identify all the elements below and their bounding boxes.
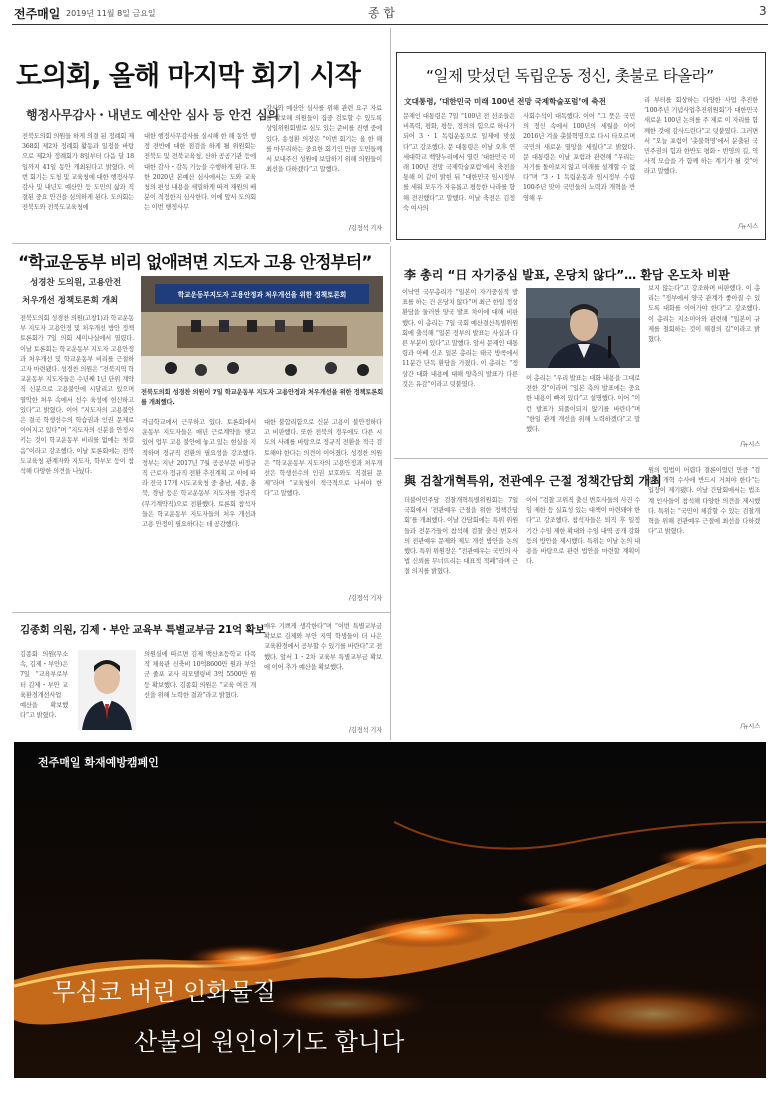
byline: /뉴시스 bbox=[738, 223, 758, 230]
article-column-3: 리 부터를 회상하는 다양한 사업 추진한 ‘100주년 기념사업추진위원회’가 대한민국 새로운 100년 논의를 주 제로 이 자리를 함께한 것에 감사드린다”고 덧붙였다. 그러면서 “오늘 포럼이 ‘촛불혁명’에서 분출된 국민주권의 힘과 한반도 평화・번영의 길, 역사적 모습을 가 함께 하는 계기가 될 것”이라고 말했다. bbox=[644, 97, 758, 176]
headline: “일제 맞섰던 독립운동 정신, 촛불로 타올라” bbox=[426, 67, 714, 85]
headline bbox=[404, 264, 730, 283]
byline: /뉴시스 bbox=[740, 441, 760, 448]
divider-v1 bbox=[390, 28, 391, 242]
subheadline-1: 성경찬 도의원, 고용안전 bbox=[30, 278, 122, 288]
masthead-rule bbox=[12, 24, 768, 25]
byline: /뉴시스 bbox=[740, 723, 760, 730]
photo-caption: 전북도의회 성경찬 의원이 7일 학교운동부 지도자 고용안정과 처우개선을 위한 정책토론회를 개최했다. bbox=[141, 389, 383, 407]
divider-h3 bbox=[12, 612, 390, 613]
article-column-2: 대한 행정사무감사를 실시해 한 해 동안 행정 전반에 대한 점검을 하게 될 위원회는 전북도 및 전북교육청, 산하 공공기관 등에 대한 감사・감독 기능을 수행하게 된다. 또한 2020년 본예산 심사에서는 도와 교육청의 편성 내용을 세밀하게 따져 재원의 배분이 적정한지 심사한다. 이에 앞서 도의회는 이번 행정사무 bbox=[144, 133, 256, 212]
article-column-3: 대한 불합리함으로 신분 고용이 불안정하다고 비판했다. 또한 전북의 경우에도 다른 시도의 사례를 바탕으로 정규직 전환을 적극 검토해야 한다는 의견이 이어졌다. 성경찬 의원은 “학교운동부 지도자의 고용안정과 처우개선은 학생선수의 인권 보호와도 직결된 문제”라며 “교육청이 적극적으로 나서야 한다”고 말했다. bbox=[264, 419, 382, 498]
issue-date: 2019년 11월 8일 금요일 bbox=[66, 9, 156, 18]
article-column-2: 이어 “검찰 고위직 출신 변호사들의 사건 수임 제한 등 실효성 있는 대책이 마련돼야 한다”고 강조했다. 참석자들은 퇴직 후 일정 기간 수임 제한 확대와 수임 내역 공개 강화 등의 방안을 제시했다. 특위는 이날 논의 내용을 바탕으로 관련 법안을 마련할 계획이다. bbox=[526, 497, 640, 566]
subheadline: 文대통령, ‘대한민국 미래 100년 전망 국제학술포럼’에 축전 bbox=[404, 97, 607, 106]
byline: /김정석 기자 bbox=[348, 727, 382, 734]
headline-tail: … 환담 온도차 비판 bbox=[624, 268, 730, 282]
forum-photo-image bbox=[141, 276, 383, 384]
article-column-2: 이 총리는 “우리 발표는 대화 내용을 그대로 전한 것”이라며 “일본 측의 발표에는 중요한 내용이 빠져 있다”고 설명했다. 이어 “이런 발표가 되풀이되지 않기를 바란다”며 “한일 관계 개선을 위해 노력하겠다”고 말했다. bbox=[526, 375, 640, 434]
page-number: 3 bbox=[759, 4, 767, 18]
byline: /김정석 기자 bbox=[348, 595, 382, 602]
masthead bbox=[0, 0, 778, 24]
forum-photo bbox=[141, 276, 383, 384]
article-column-2: 각급학교에서 근무하고 있다. 토론회에서 운동부 지도자들은 매년 근로계약을 맺고 있어 업무 고용 불안에 놓고 있는 현실을 지적하며 정규직 전환의 필요성을 강조했다. 정부는 지난 2017년 7월 공공부문 비정규직 근로자 정규직 전환 추진계획 고 이에 따라 전국 17개 시도교육청 중 충남, 세종, 충북, 경남 등은 학교운동부 지도자를 정규직(무기계약직)으로 전환했다. 토론회 참석자들은 학교운동부 지도자들의 처우 개선과 고용 안정이 필요하다는 데 공감했다. bbox=[142, 419, 256, 529]
headline: 김종회 의원, 김제・부안 교육부 특별교부금 21억 확보 bbox=[20, 624, 265, 636]
byline: /김정석 기자 bbox=[348, 225, 382, 232]
forum-banner: 학교운동부지도자 고용안정과 처우개선을 위한 정책토론회 bbox=[177, 291, 347, 299]
article-column-3: 감사와 예산안 심사를 위해 관련 요구 자료를 확보해 의원들이 집중 검토할 수 있도록 상임위원회별로 심도 있는 준비를 진행 중에 있다. 송성환 의장은 “이번 회기는 올 한 해를 마무리하는 중요한 회기인 만큼 도민들께서 보내주신 성원에 보답하기 위해 의원들이 최선을 다하겠다”고 말했다. bbox=[266, 105, 382, 174]
divider-v2 bbox=[390, 246, 391, 740]
headline: 與 검찰개혁특위, 전관예우 근절 정책간담회 개최 bbox=[404, 474, 662, 488]
article-column-3: 매우 기쁘게 생각한다”며 “이번 특별교부금 확보로 김제와 부안 지역 학생들이 더 나은 교육환경에서 공부할 수 있기를 바란다”고 전했다. 앞서 1・2차 교육부 특별교부금 확보에 이어 추가 예산을 확보했다. bbox=[264, 623, 382, 671]
campaign-label: 전주매일 화재예방캠페인 bbox=[38, 756, 159, 769]
divider-h2 bbox=[394, 458, 768, 459]
headline: 도의회, 올해 마지막 회기 시작 bbox=[16, 61, 360, 92]
article-column-2: 사회수석이 대독했다. 이어 “그 뜻은 국민의 정신 속에서 100년의 세월을 이어 2016년 겨울 촛불혁명으로 다시 타오르며 국민의 새로운 열망을 세웠다”고 밝혔다. 문 대통령은 이날 포럼과 관련해 “우리는 자기를 돌아보지 않고 미래를 설계할 수 없다”며 “3・1 독립운동과 임시정부 수립 100주년 맞아 국민들의 노력과 개혁을 반영해 우 bbox=[523, 113, 635, 202]
article-column-1: 더불어민주당 검찰개혁특별위원회는 7일 국회에서 ‘전관예우 근절을 위한 정책간담회’를 개최했다. 이날 간담회에는 특위 위원들과 전문가들이 참석해 검찰 출신 변호사의 전관예우 문제와 제도 개선 방안을 논의했다. 특위 위원장은 “전관예우는 국민의 사법 신뢰를 무너뜨리는 대표적 적폐”라며 근절 의지를 밝혔다. bbox=[404, 497, 518, 576]
article-column-1: 이낙연 국무총리가 “일본이 자기중심적 발표를 하는 건 온당치 않다”며 최근 한일 정상 환담을 둘러싼 양국 발표 차이에 대해 비판했다. 이 총리는 7일 국회 예산결산특별위원회에 출석해 “일본 정부의 발표는 사실과 다른 부분이 있다”고 말했다. 앞서 문재인 대통령과 아베 신조 일본 총리는 태국 방콕에서 11분간 단독 환담을 가졌다. 이 총리는 “정상간 대화 내용에 대해 양측의 발표가 다른 것은 유감”이라고 덧붙였다. bbox=[402, 289, 518, 388]
pm-photo-image bbox=[526, 288, 640, 368]
article-column-2: 의원실에 따르면 김제 백산초등학교 다목적 체육관 신축비 10억8600만 원과 부안군 줄포 교사 리모델링비 3억 5500만 원 등 확보했다. 김종회 의원은 “교육 여건 개선을 위해 노력한 결과”라고 밝혔다. bbox=[144, 651, 256, 699]
headline: “학교운동부 비리 없애려면 지도자 고용 안정부터” bbox=[18, 253, 372, 273]
campaign-line-1: 무심코 버린 인화물질 bbox=[52, 978, 276, 1006]
article-column-1: 전북도의회 의원들 하게 의결 된 정례회 제368회 제2차 정례회 활동과 일정을 바탕으로 제2차 정례회가 8일부터 다음 달 18일까지 41일 동안 개최된다고 밝혔다. 이번 회기는 도청 및 교육청에 대한 행정사무감사 및 내년도 예산안 등 도민의 삶과 직결된 중요 안건을 심의하게 된다. 도의회는 전북도와 전북도교육청에 bbox=[22, 133, 134, 212]
fire-prevention-campaign bbox=[14, 742, 766, 1078]
portrait-photo bbox=[78, 650, 136, 730]
article-column-1: 김종회 의원(무소속, 김제・부안)은 7일 “교육부로부터 김제・부안 교육환경개선사업 예산을 확보했다”고 밝혔다. bbox=[20, 651, 68, 720]
headline-main: 李 총리 “日 자기중심 발표, 온당치 않다” bbox=[404, 268, 625, 282]
article-column-1: 전북도의회 성경찬 의원(고창1)과 학교운동부 지도자 고용안정 및 처우개선 방안 정책토론회가 7일 의회 세미나실에서 열렸다. 이날 토론회는 학교운동부 지도자 고용안정과 처우개선 및 학교운동부 비리를 근절하고자 마련됐다. 성경찬 의원은 “전북지역 학교운동부 지도자들은 수년째 1년 단위 계약직 신분으로 고용불안에 시달리고 있으며 열악한 처우 속에서 선수 육성에 헌신하고 있다”고 밝혔다. 이어 “지도자의 고용불안은 결국 학생선수의 학습권과 인권 문제로 이어지고 있다”며 “지도자의 신분을 안정시키는 것이 학교운동부 비리를 없애는 첫걸음”이라고 강조했다. 이날 토론회에는 전북도교육청 관계자와 지도자, 학부모 등이 참석해 다양한 의견을 나눴다. bbox=[20, 315, 134, 476]
section-name: 종 합 bbox=[368, 6, 395, 20]
paper-name: 전주매일 bbox=[14, 7, 61, 21]
subheadline: 행정사무감사・내년도 예산안 심사 등 안건 심의 bbox=[26, 108, 280, 122]
subheadline-2: 처우개선 정책토론회 개최 bbox=[22, 296, 119, 306]
article-column-1: 문재인 대통령은 7일 “100년 전 선조들은 비폭력, 평화, 평등, 정의의 힘으로 하나가 되어 3・1 독립운동으로 일제에 맞섰다”고 강조했다. 문 대통령은 이날 오후 연세대학교 백양누리에서 열린 ‘대한민국 미래 100년 전망 국제학술포럼’에서 축전을 통해 이 같이 밝힌 뒤 “대한민국 임시정부를 세워 모두가 자유롭고 평등한 나라를 향해 전진했다”고 말했다. 이날 축전은 김정숙 여사의 bbox=[403, 113, 515, 212]
divider-h1 bbox=[12, 243, 390, 244]
pm-photo bbox=[526, 288, 640, 368]
campaign-line-2: 산불의 원인이기도 합니다 bbox=[134, 1028, 405, 1056]
article-column-3: 보지 않는다”고 강조하며 비판했다. 이 총리는 “정부에서 양국 관계가 좋아질 수 있도록 대화를 이어가야 한다”고 강조했다. 이 총리는 지소미아와 관련해 “일본이 규제를 철회하는 것이 해결의 길”이라고 밝혔다. bbox=[648, 285, 760, 344]
portrait-image bbox=[78, 650, 136, 730]
article-column-3: 원의 입법이 어렵다 결론이었던 만큼 “검찰이 개혁 수사에 반드시 거쳐야 한다”는 입장이 제기됐다. 이날 간담회에서는 법조계 인사들이 참석해 다양한 의견을 제시했다. 특위는 “국민이 체감할 수 있는 검찰개혁을 위해 전관예우 근절에 최선을 다하겠다”고 밝혔다. bbox=[648, 467, 760, 536]
